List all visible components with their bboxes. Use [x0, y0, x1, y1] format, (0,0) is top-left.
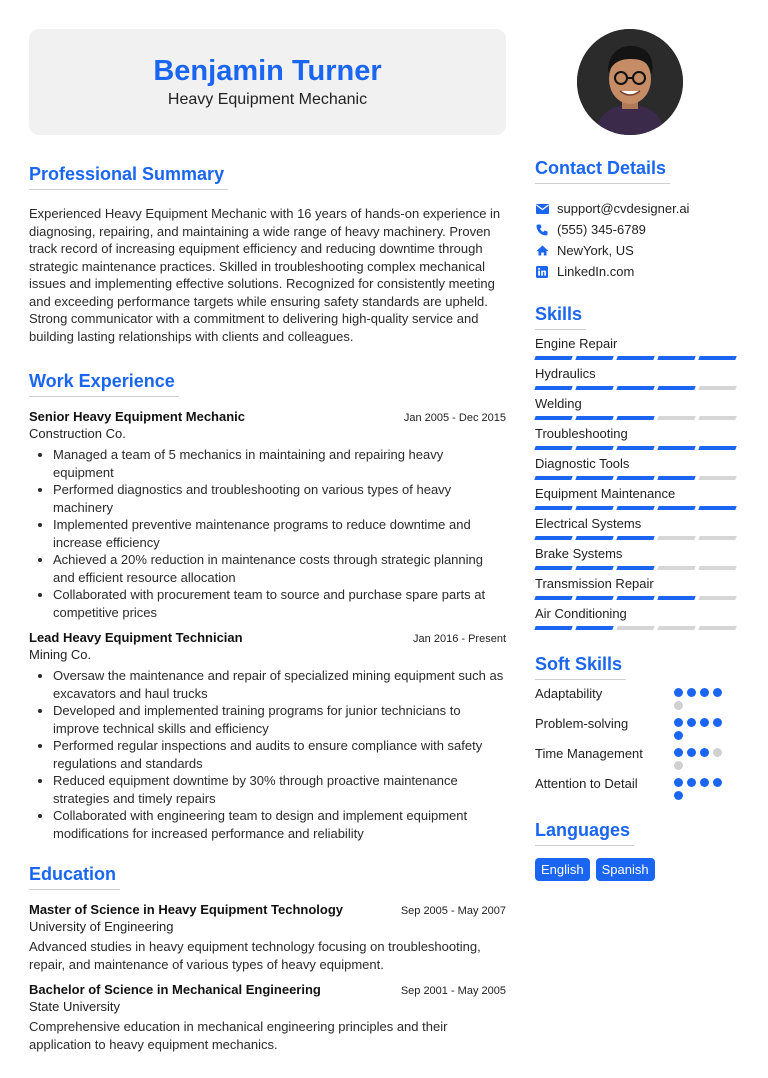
- skill-level-bar: [535, 356, 739, 360]
- rating-dot: [674, 791, 683, 800]
- skill-level-bar: [535, 386, 739, 390]
- contact-section: [535, 158, 739, 282]
- skills-heading: Skills: [535, 304, 586, 330]
- education-section: [29, 864, 506, 1054]
- avatar: [577, 29, 683, 135]
- skill-level-segment: [575, 566, 613, 570]
- phone-icon: [535, 223, 549, 237]
- skill-level-segment: [657, 476, 695, 480]
- envelope-icon: [535, 202, 549, 216]
- rating-dot: [700, 778, 709, 787]
- skill-level-segment: [698, 356, 736, 360]
- soft-skill-rating: [674, 686, 730, 710]
- skill-level-bar: [535, 506, 739, 510]
- language-badge: English: [535, 858, 590, 881]
- job-bullets: [29, 667, 506, 842]
- soft-skill-name: Adaptability: [535, 686, 603, 701]
- soft-skill-item: [535, 776, 739, 800]
- skill-level-segment: [698, 506, 736, 510]
- education-description: Advanced studies in heavy equipment technology focusing on troubleshooting, repair, and maintenance of various types of heavy equipment.: [29, 939, 481, 972]
- languages-section: [535, 820, 739, 881]
- soft-skill-name: Attention to Detail: [535, 776, 638, 791]
- skill-level-bar: [535, 416, 739, 420]
- rating-dot: [674, 701, 683, 710]
- header-card: [29, 29, 506, 135]
- skill-level-segment: [657, 566, 695, 570]
- skill-level-segment: [698, 446, 736, 450]
- rating-dot: [674, 761, 683, 770]
- skill-level-segment: [698, 626, 736, 630]
- bullet-item: • Collaborated with procurement team to source and purchase spare parts at competitive prices: [53, 586, 506, 621]
- education-entry: [29, 902, 506, 974]
- skill-level-segment: [657, 416, 695, 420]
- skill-level-segment: [534, 416, 572, 420]
- contact-linkedin[interactable]: [535, 261, 739, 282]
- rating-dot: [713, 718, 722, 727]
- rating-dot: [674, 748, 683, 757]
- profile-photo-icon: [577, 29, 683, 135]
- rating-dot: [687, 718, 696, 727]
- job-title: Senior Heavy Equipment Mechanic: [29, 409, 246, 424]
- skill-level-segment: [575, 386, 613, 390]
- bullet-item: • Performed diagnostics and troubleshooting on various types of heavy machinery: [53, 481, 506, 516]
- skill-level-segment: [534, 446, 572, 450]
- skill-name: Equipment Maintenance: [535, 486, 676, 501]
- skill-level-segment: [698, 596, 736, 600]
- home-icon: [535, 244, 549, 258]
- summary-text: Experienced Heavy Equipment Mechanic with 16 years of hands-on experience in diagnosing, repairing, and maintaining a wide range of heavy machinery. Proven track record of increasing equipment efficiency and reducing downtime through strategic maintenance practices. Skilled in troubleshooting complex mechanical issues and implementing effective solutions. Recognized for consistently meeting and exceeding performance targets while ensuring safety standards are upheld. Strong communicator with a commitment to delivering high-quality service and building lasting relationships with clients and colleagues.: [29, 206, 501, 344]
- skill-name: Transmission Repair: [535, 576, 654, 591]
- soft-skill-name: Time Management: [535, 746, 643, 761]
- experience-section: [29, 371, 506, 842]
- rating-dot: [700, 718, 709, 727]
- soft-skill-item: [535, 686, 739, 710]
- skill-item: [535, 456, 739, 480]
- contact-heading: Contact Details: [535, 158, 670, 184]
- job-company: Construction Co.: [29, 426, 126, 441]
- soft-skills-heading: Soft Skills: [535, 654, 626, 680]
- skill-level-segment: [616, 476, 654, 480]
- skill-level-segment: [616, 446, 654, 450]
- candidate-title: Heavy Equipment Mechanic: [167, 91, 368, 108]
- education-heading: Education: [29, 864, 120, 890]
- skill-level-segment: [575, 536, 613, 540]
- skill-name: Welding: [535, 396, 582, 411]
- soft-skill-rating: [674, 716, 730, 740]
- sidebar-column: [535, 158, 739, 881]
- bullet-item: • Oversaw the maintenance and repair of specialized mining equipment such as excavators and haul trucks: [53, 667, 506, 702]
- soft-skill-item: [535, 746, 739, 770]
- job-entry: [29, 409, 506, 621]
- experience-heading: Work Experience: [29, 371, 179, 397]
- skill-level-segment: [616, 506, 654, 510]
- skill-level-segment: [616, 386, 654, 390]
- rating-dot: [700, 748, 709, 757]
- linkedin-icon: [535, 265, 549, 279]
- phone-text: (555) 345-6789: [557, 222, 646, 237]
- rating-dot: [674, 778, 683, 787]
- skills-section: [535, 304, 739, 630]
- skill-level-segment: [575, 446, 613, 450]
- rating-dot: [713, 778, 722, 787]
- rating-dot: [687, 688, 696, 697]
- degree-title: Bachelor of Science in Mechanical Engineering: [29, 982, 321, 997]
- skill-item: [535, 576, 739, 600]
- rating-dot: [674, 718, 683, 727]
- degree-title: Master of Science in Heavy Equipment Technology: [29, 902, 343, 917]
- skill-name: Brake Systems: [535, 546, 623, 561]
- skill-item: [535, 336, 739, 360]
- candidate-name: Benjamin Turner: [153, 55, 382, 87]
- skill-level-segment: [534, 596, 572, 600]
- job-entry: [29, 630, 506, 842]
- skill-level-bar: [535, 626, 739, 630]
- email-text: support@cvdesigner.ai: [557, 201, 690, 216]
- summary-heading: Professional Summary: [29, 164, 228, 190]
- skill-level-segment: [657, 626, 695, 630]
- skill-level-segment: [698, 386, 736, 390]
- skill-item: [535, 396, 739, 420]
- skill-level-segment: [616, 566, 654, 570]
- skill-level-segment: [575, 476, 613, 480]
- skill-level-bar: [535, 596, 739, 600]
- skill-item: [535, 516, 739, 540]
- location-text: NewYork, US: [557, 243, 634, 258]
- soft-skill-name: Problem-solving: [535, 716, 629, 731]
- skill-item: [535, 486, 739, 510]
- bullet-item: • Performed regular inspections and audits to ensure compliance with safety regulations and standards: [53, 737, 506, 772]
- school-name: University of Engineering: [29, 919, 174, 934]
- bullet-item: • Managed a team of 5 mechanics in maintaining and repairing heavy equipment: [53, 446, 506, 481]
- skill-level-segment: [657, 446, 695, 450]
- rating-dot: [687, 778, 696, 787]
- skill-level-segment: [698, 566, 736, 570]
- skill-level-segment: [575, 506, 613, 510]
- summary-section: [29, 164, 506, 345]
- skill-level-segment: [534, 536, 572, 540]
- skill-name: Air Conditioning: [535, 606, 627, 621]
- skill-level-segment: [616, 626, 654, 630]
- bullet-item: • Achieved a 20% reduction in maintenance costs through strategic planning and efficient resource allocation: [53, 551, 506, 586]
- job-dates: Jan 2016 - Present: [413, 633, 506, 645]
- soft-skill-rating: [674, 776, 730, 800]
- rating-dot: [713, 748, 722, 757]
- skill-level-segment: [575, 356, 613, 360]
- education-description: Comprehensive education in mechanical engineering principles and their application to heavy equipment mechanics.: [29, 1019, 448, 1052]
- skill-level-segment: [657, 536, 695, 540]
- skill-level-segment: [575, 416, 613, 420]
- contact-email[interactable]: [535, 198, 739, 219]
- soft-skill-item: [535, 716, 739, 740]
- school-name: State University: [29, 999, 121, 1014]
- rating-dot: [674, 688, 683, 697]
- skill-level-bar: [535, 476, 739, 480]
- bullet-item: • Reduced equipment downtime by 30% through proactive maintenance strategies and timely repairs: [53, 772, 506, 807]
- skill-level-segment: [657, 596, 695, 600]
- job-title: Lead Heavy Equipment Technician: [29, 630, 243, 645]
- education-dates: Sep 2005 - May 2007: [400, 905, 506, 917]
- skill-name: Engine Repair: [535, 336, 618, 351]
- skill-level-segment: [698, 476, 736, 480]
- skill-level-segment: [616, 596, 654, 600]
- rating-dot: [687, 748, 696, 757]
- skill-name: Hydraulics: [535, 366, 596, 381]
- education-dates: Sep 2001 - May 2005: [400, 985, 506, 997]
- skill-item: [535, 426, 739, 450]
- job-dates: Jan 2005 - Dec 2015: [403, 412, 506, 424]
- soft-skill-rating: [674, 746, 730, 770]
- rating-dot: [700, 688, 709, 697]
- skill-level-segment: [698, 416, 736, 420]
- skill-level-segment: [616, 416, 654, 420]
- job-bullets: [29, 446, 506, 621]
- skill-name: Diagnostic Tools: [535, 456, 630, 471]
- rating-dot: [713, 688, 722, 697]
- job-company: Mining Co.: [29, 647, 92, 662]
- linkedin-text: LinkedIn.com: [557, 264, 635, 279]
- skill-item: [535, 606, 739, 630]
- skill-level-segment: [534, 626, 572, 630]
- skill-level-segment: [534, 566, 572, 570]
- rating-dot: [674, 731, 683, 740]
- skill-item: [535, 366, 739, 390]
- languages-heading: Languages: [535, 820, 634, 846]
- skill-level-segment: [657, 356, 695, 360]
- skill-level-segment: [575, 626, 613, 630]
- skill-level-bar: [535, 566, 739, 570]
- skill-level-segment: [534, 506, 572, 510]
- soft-skills-section: [535, 654, 739, 800]
- skill-level-segment: [575, 596, 613, 600]
- skill-level-segment: [616, 356, 654, 360]
- skill-name: Electrical Systems: [535, 516, 642, 531]
- skill-level-bar: [535, 536, 739, 540]
- skill-level-bar: [535, 446, 739, 450]
- contact-location: [535, 240, 739, 261]
- skill-level-segment: [657, 506, 695, 510]
- skill-level-segment: [534, 476, 572, 480]
- bullet-item: • Collaborated with engineering team to design and implement equipment modifications for increased performance and reliability: [53, 807, 506, 842]
- skill-name: Troubleshooting: [535, 426, 628, 441]
- contact-phone[interactable]: [535, 219, 739, 240]
- skill-item: [535, 546, 739, 570]
- skill-level-segment: [616, 536, 654, 540]
- main-column: [29, 164, 506, 1072]
- bullet-item: • Developed and implemented training programs for junior technicians to improve technical skills and efficiency: [53, 702, 506, 737]
- skill-level-segment: [534, 356, 572, 360]
- bullet-item: • Implemented preventive maintenance programs to reduce downtime and increase efficiency: [53, 516, 506, 551]
- education-entry: [29, 982, 506, 1054]
- skill-level-segment: [534, 386, 572, 390]
- language-badge: Spanish: [596, 858, 655, 881]
- skill-level-segment: [698, 536, 736, 540]
- skill-level-segment: [657, 386, 695, 390]
